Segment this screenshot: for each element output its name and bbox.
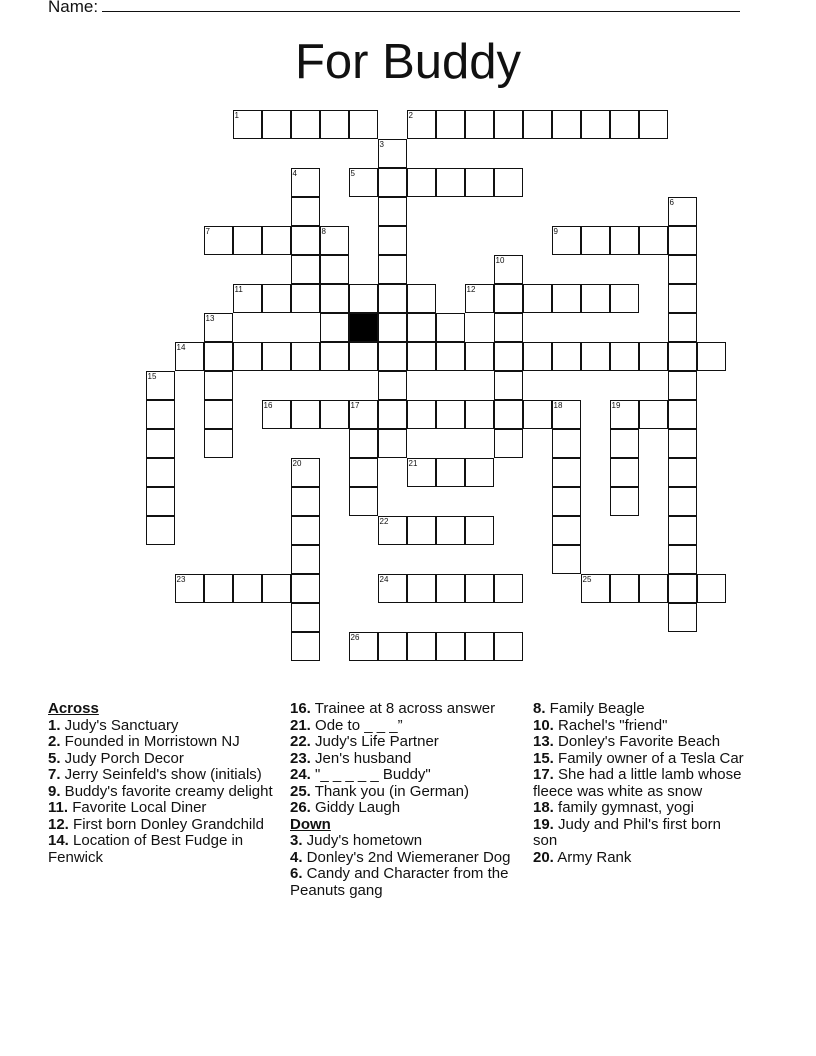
clue-number: 11	[234, 284, 243, 294]
clue-number: 2	[408, 110, 413, 120]
grid-cell[interactable]	[552, 284, 581, 313]
clue-number: 10	[495, 255, 505, 265]
grid-cell[interactable]	[349, 632, 378, 661]
grid-cell[interactable]	[291, 545, 320, 574]
grid-cell[interactable]	[146, 400, 175, 429]
grid-cell[interactable]	[291, 516, 320, 545]
across-clue	[48, 800, 278, 817]
grid-cell[interactable]	[436, 313, 465, 342]
across-clue	[290, 784, 520, 801]
grid-cell[interactable]	[465, 284, 494, 313]
grid-cell[interactable]	[407, 632, 436, 661]
grid-cell[interactable]	[494, 255, 523, 284]
grid-cell[interactable]	[639, 110, 668, 139]
grid-cell[interactable]	[349, 168, 378, 197]
grid-cell[interactable]	[639, 226, 668, 255]
down-clue	[533, 850, 748, 867]
clue-text: Jerry Seinfeld's show (initials)	[60, 766, 262, 783]
grid-cell[interactable]	[407, 516, 436, 545]
grid-cell[interactable]	[610, 574, 639, 603]
grid-cell[interactable]	[291, 255, 320, 284]
grid-cell[interactable]	[378, 197, 407, 226]
clue-number: 5.	[48, 749, 61, 767]
grid-cell[interactable]	[494, 284, 523, 313]
grid-cell[interactable]	[146, 458, 175, 487]
clue-number: 23	[176, 574, 186, 584]
grid-cell[interactable]	[175, 342, 204, 371]
clue-text: family gymnast, yogi	[553, 799, 694, 816]
down-clue	[290, 833, 520, 850]
across-clue	[48, 751, 278, 768]
grid-cell[interactable]	[436, 632, 465, 661]
clue-number: 15.	[533, 749, 554, 767]
clue-number: 22	[379, 516, 389, 526]
grid-cell[interactable]	[697, 342, 726, 371]
clue-number: 8	[321, 226, 326, 236]
grid-cell[interactable]	[668, 255, 697, 284]
clue-number: 17.	[533, 766, 554, 783]
clue-number: 17	[350, 400, 360, 410]
grid-cell[interactable]	[407, 284, 436, 313]
grid-cell[interactable]	[320, 110, 349, 139]
clue-text: Jen's husband	[310, 749, 412, 767]
across-clue	[48, 734, 278, 751]
grid-cell[interactable]	[291, 458, 320, 487]
grid-cell[interactable]	[494, 632, 523, 661]
clue-text: Judy's Life Partner	[310, 733, 439, 750]
across-clue	[290, 800, 520, 817]
grid-cell[interactable]	[552, 516, 581, 545]
grid-cell[interactable]	[436, 168, 465, 197]
down-clue	[533, 701, 748, 718]
grid-cell[interactable]	[146, 487, 175, 516]
grid-cell[interactable]	[407, 110, 436, 139]
grid-cell[interactable]	[175, 574, 204, 603]
grid-cell[interactable]	[668, 487, 697, 516]
grid-cell[interactable]	[233, 226, 262, 255]
down-clue	[533, 800, 748, 817]
clue-number: 14.	[48, 832, 69, 849]
grid-cell[interactable]	[581, 284, 610, 313]
clue-number: 1.	[48, 716, 61, 734]
clue-number: 10.	[533, 716, 554, 734]
grid-cell[interactable]	[465, 458, 494, 487]
across-clue	[48, 767, 278, 784]
grid-cell[interactable]	[668, 313, 697, 342]
clue-number: 25	[582, 574, 592, 584]
down-clue	[533, 734, 748, 751]
grid-cell[interactable]	[610, 429, 639, 458]
grid-cell[interactable]	[523, 342, 552, 371]
grid-cell[interactable]	[262, 400, 291, 429]
clue-number: 4.	[290, 848, 303, 866]
grid-cell[interactable]	[494, 400, 523, 429]
grid-cell[interactable]	[291, 110, 320, 139]
grid-cell[interactable]	[465, 400, 494, 429]
grid-cell[interactable]	[291, 574, 320, 603]
across-clue	[290, 734, 520, 751]
clue-text: Judy's Sanctuary	[60, 716, 179, 734]
clue-text: "_ _ _ _ _ Buddy"	[310, 766, 431, 783]
grid-cell[interactable]	[407, 342, 436, 371]
grid-cell[interactable]	[378, 255, 407, 284]
grid-cell[interactable]	[349, 342, 378, 371]
down-clue	[533, 751, 748, 768]
grid-cell[interactable]	[668, 371, 697, 400]
clue-number: 12.	[48, 815, 69, 833]
clue-number: 2.	[48, 733, 61, 750]
clue-text: Judy's hometown	[302, 832, 423, 849]
grid-cell[interactable]	[320, 400, 349, 429]
clue-number: 23.	[290, 749, 311, 767]
grid-cell[interactable]	[494, 342, 523, 371]
grid-cell[interactable]	[291, 400, 320, 429]
clue-number: 26	[350, 632, 360, 642]
grid-cell[interactable]	[291, 197, 320, 226]
grid-cell[interactable]	[610, 487, 639, 516]
grid-cell[interactable]	[494, 371, 523, 400]
grid-cell[interactable]	[639, 342, 668, 371]
clue-number: 16.	[290, 700, 311, 717]
down-clue	[290, 850, 520, 867]
grid-cell[interactable]	[610, 110, 639, 139]
grid-cell[interactable]	[465, 168, 494, 197]
grid-cell[interactable]	[320, 313, 349, 342]
across-clue	[290, 701, 520, 718]
grid-cell[interactable]	[349, 429, 378, 458]
clue-number: 19	[611, 400, 621, 410]
grid-cell[interactable]	[552, 400, 581, 429]
grid-cell[interactable]	[668, 342, 697, 371]
grid-cell[interactable]	[697, 574, 726, 603]
grid-cell[interactable]	[610, 226, 639, 255]
grid-cell[interactable]	[204, 313, 233, 342]
grid-cell[interactable]	[465, 110, 494, 139]
grid-cell[interactable]	[378, 284, 407, 313]
clue-text: Founded in Morristown NJ	[60, 733, 240, 750]
grid-cell[interactable]	[378, 139, 407, 168]
puzzle-title: For Buddy	[294, 35, 522, 89]
grid-cell[interactable]	[436, 110, 465, 139]
clue-text: Family Beagle	[545, 700, 645, 717]
clue-text: She had a little lamb whose fleece was white as snow	[533, 766, 742, 800]
clue-number: 15	[147, 371, 157, 381]
grid-cell[interactable]	[610, 284, 639, 313]
clue-number: 5	[350, 168, 355, 178]
grid-cell[interactable]	[233, 110, 262, 139]
clue-number: 3	[379, 139, 384, 149]
clue-number: 11.	[48, 799, 69, 816]
grid-cell[interactable]	[407, 400, 436, 429]
grid-cell[interactable]	[552, 487, 581, 516]
down-clue	[533, 817, 748, 850]
across-clue	[290, 767, 520, 784]
clue-number: 25.	[290, 782, 311, 800]
grid-cell[interactable]	[552, 458, 581, 487]
grid-cell[interactable]	[262, 574, 291, 603]
clue-number: 13.	[533, 733, 554, 750]
grid-cell[interactable]	[639, 400, 668, 429]
grid-cell[interactable]	[407, 168, 436, 197]
grid-cell[interactable]	[233, 574, 262, 603]
grid-cell[interactable]	[581, 110, 610, 139]
grid-cell[interactable]	[349, 458, 378, 487]
clue-number: 24.	[290, 766, 311, 783]
clue-number: 3.	[290, 832, 303, 849]
grid-cell[interactable]	[233, 342, 262, 371]
across-clue	[48, 833, 278, 866]
clue-text: Buddy's favorite creamy delight	[60, 782, 273, 800]
grid-cell[interactable]	[262, 284, 291, 313]
grid-cell[interactable]	[378, 574, 407, 603]
grid-cell[interactable]	[552, 226, 581, 255]
clue-number: 1	[234, 110, 239, 120]
clue-number: 7.	[48, 766, 61, 783]
grid-cell[interactable]	[610, 342, 639, 371]
grid-cell[interactable]	[523, 110, 552, 139]
grid-cell[interactable]	[349, 487, 378, 516]
clue-column-2	[290, 701, 520, 899]
grid-cell[interactable]	[581, 574, 610, 603]
grid-cell[interactable]	[291, 168, 320, 197]
grid-cell[interactable]	[552, 110, 581, 139]
clue-column-3	[533, 701, 748, 866]
grid-cell[interactable]	[668, 197, 697, 226]
clue-text: Candy and Character from the Peanuts gang	[290, 865, 509, 899]
grid-cell[interactable]	[349, 110, 378, 139]
grid-cell[interactable]	[262, 110, 291, 139]
clue-text: Thank you (in German)	[310, 782, 469, 800]
down-clue	[533, 767, 748, 800]
clue-number: 8.	[533, 700, 546, 717]
clue-number: 18.	[533, 799, 554, 816]
clue-number: 12	[466, 284, 476, 294]
grid-cell[interactable]	[349, 400, 378, 429]
grid-cell[interactable]	[378, 632, 407, 661]
grid-cell[interactable]	[204, 400, 233, 429]
black-square	[349, 313, 378, 342]
grid-cell[interactable]	[378, 313, 407, 342]
grid-cell[interactable]	[349, 284, 378, 313]
grid-cell[interactable]	[581, 342, 610, 371]
clue-column-1	[48, 701, 278, 866]
grid-cell[interactable]	[233, 284, 262, 313]
grid-cell[interactable]	[494, 429, 523, 458]
clue-number: 18	[553, 400, 563, 410]
grid-cell[interactable]	[204, 226, 233, 255]
grid-cell[interactable]	[378, 168, 407, 197]
grid-cell[interactable]	[668, 284, 697, 313]
across-clue	[290, 751, 520, 768]
grid-cell[interactable]	[494, 574, 523, 603]
across-clue	[48, 817, 278, 834]
clue-number: 6.	[290, 865, 303, 882]
clue-text: Family owner of a Tesla Car	[553, 749, 744, 767]
grid-cell[interactable]	[291, 284, 320, 313]
grid-cell[interactable]	[378, 429, 407, 458]
across-clue	[48, 718, 278, 735]
down-heading: Down	[290, 815, 331, 833]
grid-cell[interactable]	[668, 603, 697, 632]
grid-cell[interactable]	[668, 400, 697, 429]
grid-cell[interactable]	[378, 516, 407, 545]
clue-number: 24	[379, 574, 389, 584]
clue-number: 19.	[533, 815, 554, 833]
grid-cell[interactable]	[291, 487, 320, 516]
grid-cell[interactable]	[436, 458, 465, 487]
grid-cell[interactable]	[639, 574, 668, 603]
grid-cell[interactable]	[320, 284, 349, 313]
clue-text: First born Donley Grandchild	[68, 815, 264, 833]
grid-cell[interactable]	[407, 574, 436, 603]
clue-number: 7	[205, 226, 210, 236]
clue-number: 6	[669, 197, 674, 207]
grid-cell[interactable]	[378, 371, 407, 400]
clue-text: Favorite Local Diner	[68, 799, 207, 816]
clue-text: Judy Porch Decor	[60, 749, 184, 767]
clue-number: 9	[553, 226, 558, 236]
clue-number: 13	[205, 313, 215, 323]
grid-cell[interactable]	[146, 429, 175, 458]
clue-text: Judy and Phil's first born son	[533, 815, 721, 849]
grid-cell[interactable]	[610, 458, 639, 487]
grid-cell[interactable]	[146, 371, 175, 400]
grid-cell[interactable]	[436, 516, 465, 545]
grid-cell[interactable]	[204, 371, 233, 400]
across-heading: Across	[48, 700, 99, 717]
clue-text: Donley's 2nd Wiemeraner Dog	[302, 848, 511, 866]
grid-cell[interactable]	[436, 400, 465, 429]
down-clue	[290, 866, 520, 899]
grid-cell[interactable]	[668, 429, 697, 458]
grid-cell[interactable]	[291, 603, 320, 632]
grid-cell[interactable]	[291, 632, 320, 661]
grid-cell[interactable]	[204, 342, 233, 371]
clue-text: Ode to _ _ _”	[310, 716, 403, 734]
grid-cell[interactable]	[668, 226, 697, 255]
grid-cell[interactable]	[378, 400, 407, 429]
grid-cell[interactable]	[552, 429, 581, 458]
grid-cell[interactable]	[494, 313, 523, 342]
grid-cell[interactable]	[262, 342, 291, 371]
clue-text: Location of Best Fudge in Fenwick	[48, 832, 244, 866]
grid-cell[interactable]	[465, 516, 494, 545]
clue-number: 4	[292, 168, 297, 178]
grid-cell[interactable]	[610, 400, 639, 429]
clue-text: Army Rank	[553, 848, 632, 866]
grid-cell[interactable]	[465, 574, 494, 603]
grid-cell[interactable]	[320, 255, 349, 284]
grid-cell[interactable]	[291, 226, 320, 255]
grid-cell[interactable]	[494, 168, 523, 197]
clue-text: Trainee at 8 across answer	[310, 700, 496, 717]
clue-number: 22.	[290, 733, 311, 750]
across-clue	[290, 718, 520, 735]
grid-cell[interactable]	[204, 429, 233, 458]
grid-cell[interactable]	[291, 342, 320, 371]
grid-cell[interactable]	[436, 342, 465, 371]
clue-number: 14	[176, 342, 186, 352]
clue-text: Giddy Laugh	[310, 799, 401, 816]
grid-cell[interactable]	[523, 400, 552, 429]
grid-cell[interactable]	[320, 226, 349, 255]
clue-number: 16	[263, 400, 273, 410]
grid-cell[interactable]	[581, 226, 610, 255]
grid-cell[interactable]	[407, 313, 436, 342]
clue-number: 21.	[290, 716, 311, 734]
grid-cell[interactable]	[494, 110, 523, 139]
grid-cell[interactable]	[465, 632, 494, 661]
grid-cell[interactable]	[552, 342, 581, 371]
grid-cell[interactable]	[668, 458, 697, 487]
clue-number: 20	[292, 458, 302, 468]
grid-cell[interactable]	[552, 545, 581, 574]
name-label: Name:	[48, 0, 99, 16]
grid-cell[interactable]	[320, 342, 349, 371]
grid-cell[interactable]	[668, 545, 697, 574]
grid-cell[interactable]	[262, 226, 291, 255]
clue-number: 20.	[533, 848, 554, 866]
down-clue	[533, 718, 748, 735]
grid-cell[interactable]	[378, 226, 407, 255]
clue-number: 26.	[290, 799, 311, 816]
grid-cell[interactable]	[146, 516, 175, 545]
grid-cell[interactable]	[436, 574, 465, 603]
clue-number: 21	[408, 458, 418, 468]
grid-cell[interactable]	[523, 284, 552, 313]
grid-cell[interactable]	[668, 516, 697, 545]
clue-number: 9.	[48, 782, 61, 800]
clue-text: Rachel's "friend"	[553, 716, 668, 734]
grid-cell[interactable]	[378, 342, 407, 371]
grid-cell[interactable]	[668, 574, 697, 603]
clue-text: Donley's Favorite Beach	[553, 733, 721, 750]
grid-cell[interactable]	[204, 574, 233, 603]
across-clue	[48, 784, 278, 801]
grid-cell[interactable]	[407, 458, 436, 487]
grid-cell[interactable]	[465, 342, 494, 371]
